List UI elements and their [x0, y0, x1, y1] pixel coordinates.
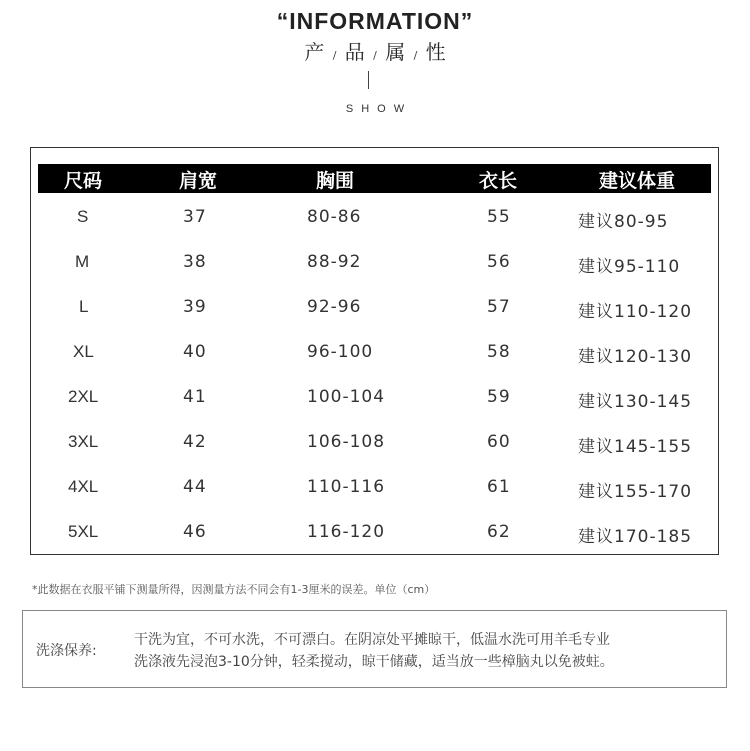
- cell-shoulder: 38: [183, 252, 207, 272]
- cell-weight: 建议120-130: [578, 347, 693, 367]
- cell-shoulder: 44: [183, 477, 207, 497]
- subtitle-char-1: 产: [304, 40, 325, 64]
- measurement-note: *此数据在衣服平铺下测量所得，因测量方法不同会有1-3厘米的误差。单位（cm）: [32, 583, 436, 596]
- subtitle-separator-1: /: [332, 49, 337, 62]
- cell-chest: 92-96: [307, 297, 362, 317]
- cell-weight: 建议95-110: [578, 257, 681, 277]
- cell-shoulder: 40: [183, 342, 207, 362]
- care-instructions-box: [22, 610, 727, 688]
- cell-chest: 96-100: [307, 342, 374, 362]
- cell-size: 4XL: [68, 477, 99, 496]
- cell-length: 62: [487, 522, 511, 542]
- cell-size: L: [79, 297, 89, 316]
- cell-length: 61: [487, 477, 511, 497]
- table-row: [31, 432, 718, 462]
- cell-length: 55: [487, 207, 511, 227]
- cell-chest: 116-120: [307, 522, 386, 542]
- column-header-shoulder: 肩宽: [179, 170, 218, 192]
- cell-weight: 建议130-145: [578, 392, 693, 412]
- cell-chest: 100-104: [307, 387, 386, 407]
- care-text-line-2: 洗涤液先浸泡3-10分钟，轻柔搅动，晾干储藏，适当放一些樟脑丸以免被蛀。: [134, 654, 614, 670]
- cell-shoulder: 41: [183, 387, 207, 407]
- cell-weight: 建议170-185: [578, 527, 693, 547]
- subtitle-char-4: 性: [425, 40, 446, 64]
- subtitle-char-3: 属: [385, 40, 406, 64]
- cell-chest: 106-108: [307, 432, 386, 452]
- subtitle-separator-3: /: [413, 49, 418, 62]
- care-text-line-1: 干洗为宜，不可水洗，不可漂白。在阴凉处平摊晾干，低温水洗可用羊毛专业: [134, 632, 610, 648]
- cell-length: 57: [487, 297, 511, 317]
- cell-shoulder: 37: [183, 207, 207, 227]
- cell-size: 3XL: [68, 432, 99, 451]
- column-header-weight: 建议体重: [599, 170, 676, 192]
- subtitle-char-2: 品: [344, 40, 365, 64]
- column-header-chest: 胸围: [316, 170, 355, 192]
- cell-shoulder: 39: [183, 297, 207, 317]
- cell-chest: 88-92: [307, 252, 362, 272]
- cell-length: 60: [487, 432, 511, 452]
- cell-length: 59: [487, 387, 511, 407]
- table-row: [31, 342, 718, 372]
- column-header-length: 衣长: [479, 170, 518, 192]
- cell-size: 5XL: [68, 522, 99, 541]
- cell-weight: 建议80-95: [578, 212, 669, 232]
- info-title: “INFORMATION”: [276, 8, 474, 34]
- column-header-size: 尺码: [64, 170, 103, 192]
- table-row: [31, 522, 718, 552]
- size-table: [30, 147, 719, 555]
- cell-size: S: [77, 207, 89, 226]
- subtitle-separator-2: /: [373, 49, 377, 62]
- cell-size: XL: [73, 342, 94, 361]
- cell-size: 2XL: [68, 387, 99, 406]
- info-subtitle: [0, 36, 750, 65]
- cell-chest: 80-86: [307, 207, 362, 227]
- table-row: [31, 387, 718, 417]
- table-header-row: [38, 164, 711, 193]
- header-divider-line: [368, 71, 369, 89]
- cell-shoulder: 46: [183, 522, 207, 542]
- cell-weight: 建议145-155: [578, 437, 693, 457]
- cell-size: M: [75, 252, 90, 271]
- show-label: SHOW: [345, 103, 413, 115]
- cell-shoulder: 42: [183, 432, 207, 452]
- table-row: [31, 297, 718, 327]
- cell-chest: 110-116: [307, 477, 386, 497]
- table-row: [31, 207, 718, 237]
- table-row: [31, 252, 718, 282]
- cell-length: 56: [487, 252, 511, 272]
- cell-length: 58: [487, 342, 511, 362]
- care-label: 洗涤保养:: [36, 643, 97, 659]
- cell-weight: 建议155-170: [578, 482, 693, 502]
- table-row: [31, 477, 718, 507]
- cell-weight: 建议110-120: [578, 302, 693, 322]
